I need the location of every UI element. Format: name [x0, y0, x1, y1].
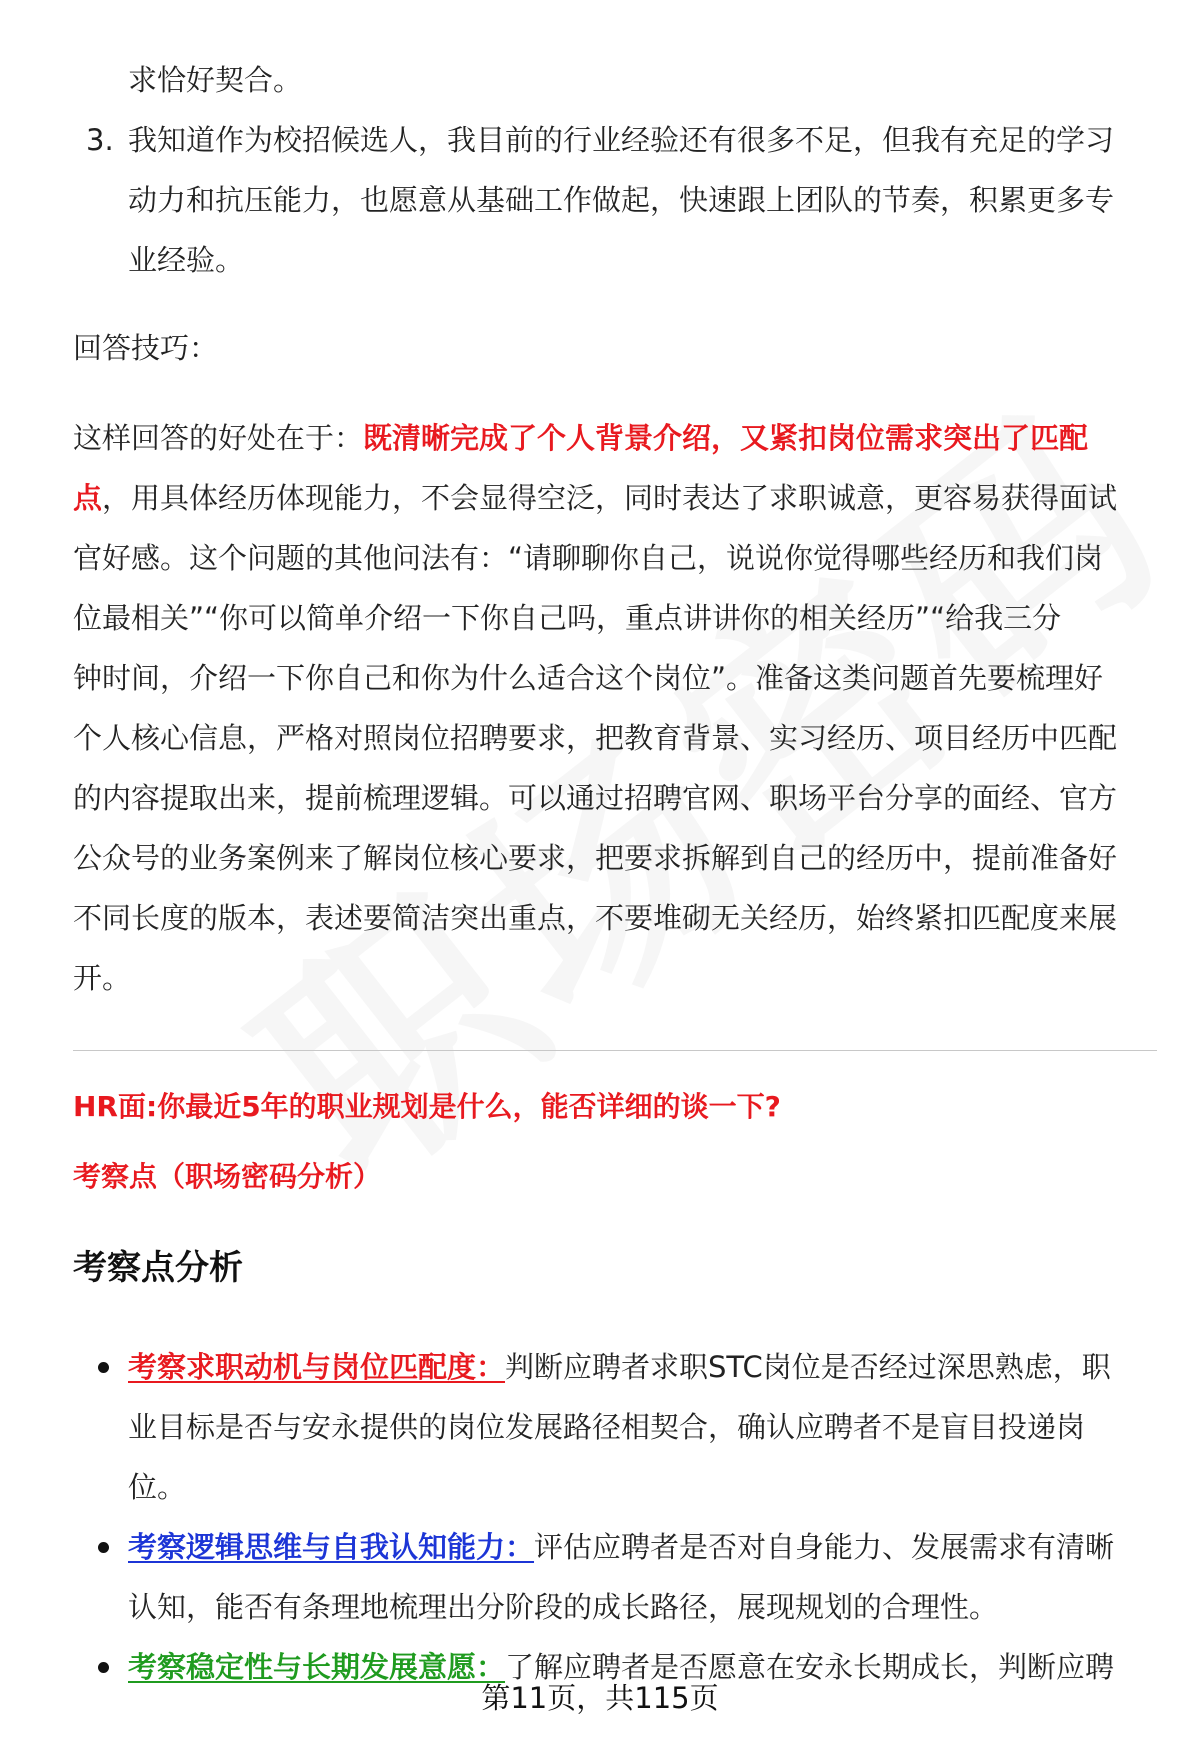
page-footer: 第11页，共115页 — [481, 1681, 719, 1715]
list-item-line: 我知道作为校招候选人，我目前的行业经验还有很多不足，但我有充足的学习 — [128, 123, 1115, 157]
bullet-line: 业目标是否与安永提供的岗位发展路径相契合，确认应聘者不是盲目投递岗 — [128, 1410, 1086, 1444]
bullet-line — [128, 1527, 1114, 1567]
tips-line: 开。 — [73, 961, 132, 995]
tips-line — [73, 418, 1088, 458]
tips-line: 的内容提取出来，提前梳理逻辑。可以通过招聘官网、职场平台分享的面经、官方 — [73, 781, 1118, 815]
bullet-label: 考察逻辑思维与自我认知能力： — [128, 1530, 535, 1564]
tips-text: ，用具体经历体现能力，不会显得空泛，同时表达了求职诚意，更容易获得面试 — [102, 481, 1118, 515]
bullet-text: 了解应聘者是否愿意在安永长期成长，判断应聘 — [505, 1650, 1115, 1684]
list-item-line: 动力和抗压能力，也愿意从基础工作做起，快速跟上团队的节奏，积累更多专 — [128, 183, 1115, 217]
tips-line — [73, 478, 1117, 518]
paragraph-line: 求恰好契合。 — [128, 63, 303, 97]
tips-prefix: 这样回答的好处在于： — [73, 421, 364, 455]
bullet-dot — [98, 1662, 109, 1673]
analysis-heading: 考察点分析 — [73, 1248, 243, 1288]
tips-line: 不同长度的版本，表述要简洁突出重点，不要堆砌无关经历，始终紧扣匹配度来展 — [73, 901, 1118, 935]
tips-highlight: 既清晰完成了个人背景介绍，又紧扣岗位需求突出了匹配 — [363, 421, 1089, 455]
bullet-label: 考察稳定性与长期发展意愿： — [128, 1650, 506, 1684]
section-divider — [73, 1050, 1157, 1051]
list-number: 3. — [86, 123, 114, 157]
bullet-dot — [98, 1542, 109, 1553]
bullet-label: 考察求职动机与岗位匹配度： — [128, 1350, 506, 1384]
tips-line: 官好感。这个问题的其他问法有：“请聊聊你自己，说说你觉得哪些经历和我们岗 — [73, 541, 1104, 575]
tips-line: 位最相关”“你可以简单介绍一下你自己吗，重点讲讲你的相关经历”“给我三分 — [73, 601, 1062, 635]
bullet-dot — [98, 1362, 109, 1373]
tips-line: 公众号的业务案例来了解岗位核心要求，把要求拆解到自己的经历中，提前准备好 — [73, 841, 1118, 875]
list-item-line: 业经验。 — [128, 243, 245, 277]
bullet-text: 判断应聘者求职STC岗位是否经过深思熟虑，职 — [505, 1350, 1111, 1384]
bullet-line: 位。 — [128, 1470, 187, 1504]
hr-question-title: HR面:你最近5年的职业规划是什么，能否详细的谈一下? — [73, 1090, 781, 1123]
bullet-line: 认知，能否有条理地梳理出分阶段的成长路径，展现规划的合理性。 — [128, 1590, 999, 1624]
tips-line: 个人核心信息，严格对照岗位招聘要求，把教育背景、实习经历、项目经历中匹配 — [73, 721, 1118, 755]
tips-label: 回答技巧： — [73, 331, 219, 365]
tips-highlight: 点 — [73, 481, 103, 515]
bullet-line — [128, 1347, 1111, 1387]
bullet-text: 评估应聘者是否对自身能力、发展需求有清晰 — [534, 1530, 1115, 1564]
hr-question-subtitle: 考察点（职场密码分析） — [73, 1160, 382, 1193]
tips-line: 钟时间，介绍一下你自己和你为什么适合这个岗位”。准备这类问题首先要梳理好 — [73, 661, 1104, 695]
